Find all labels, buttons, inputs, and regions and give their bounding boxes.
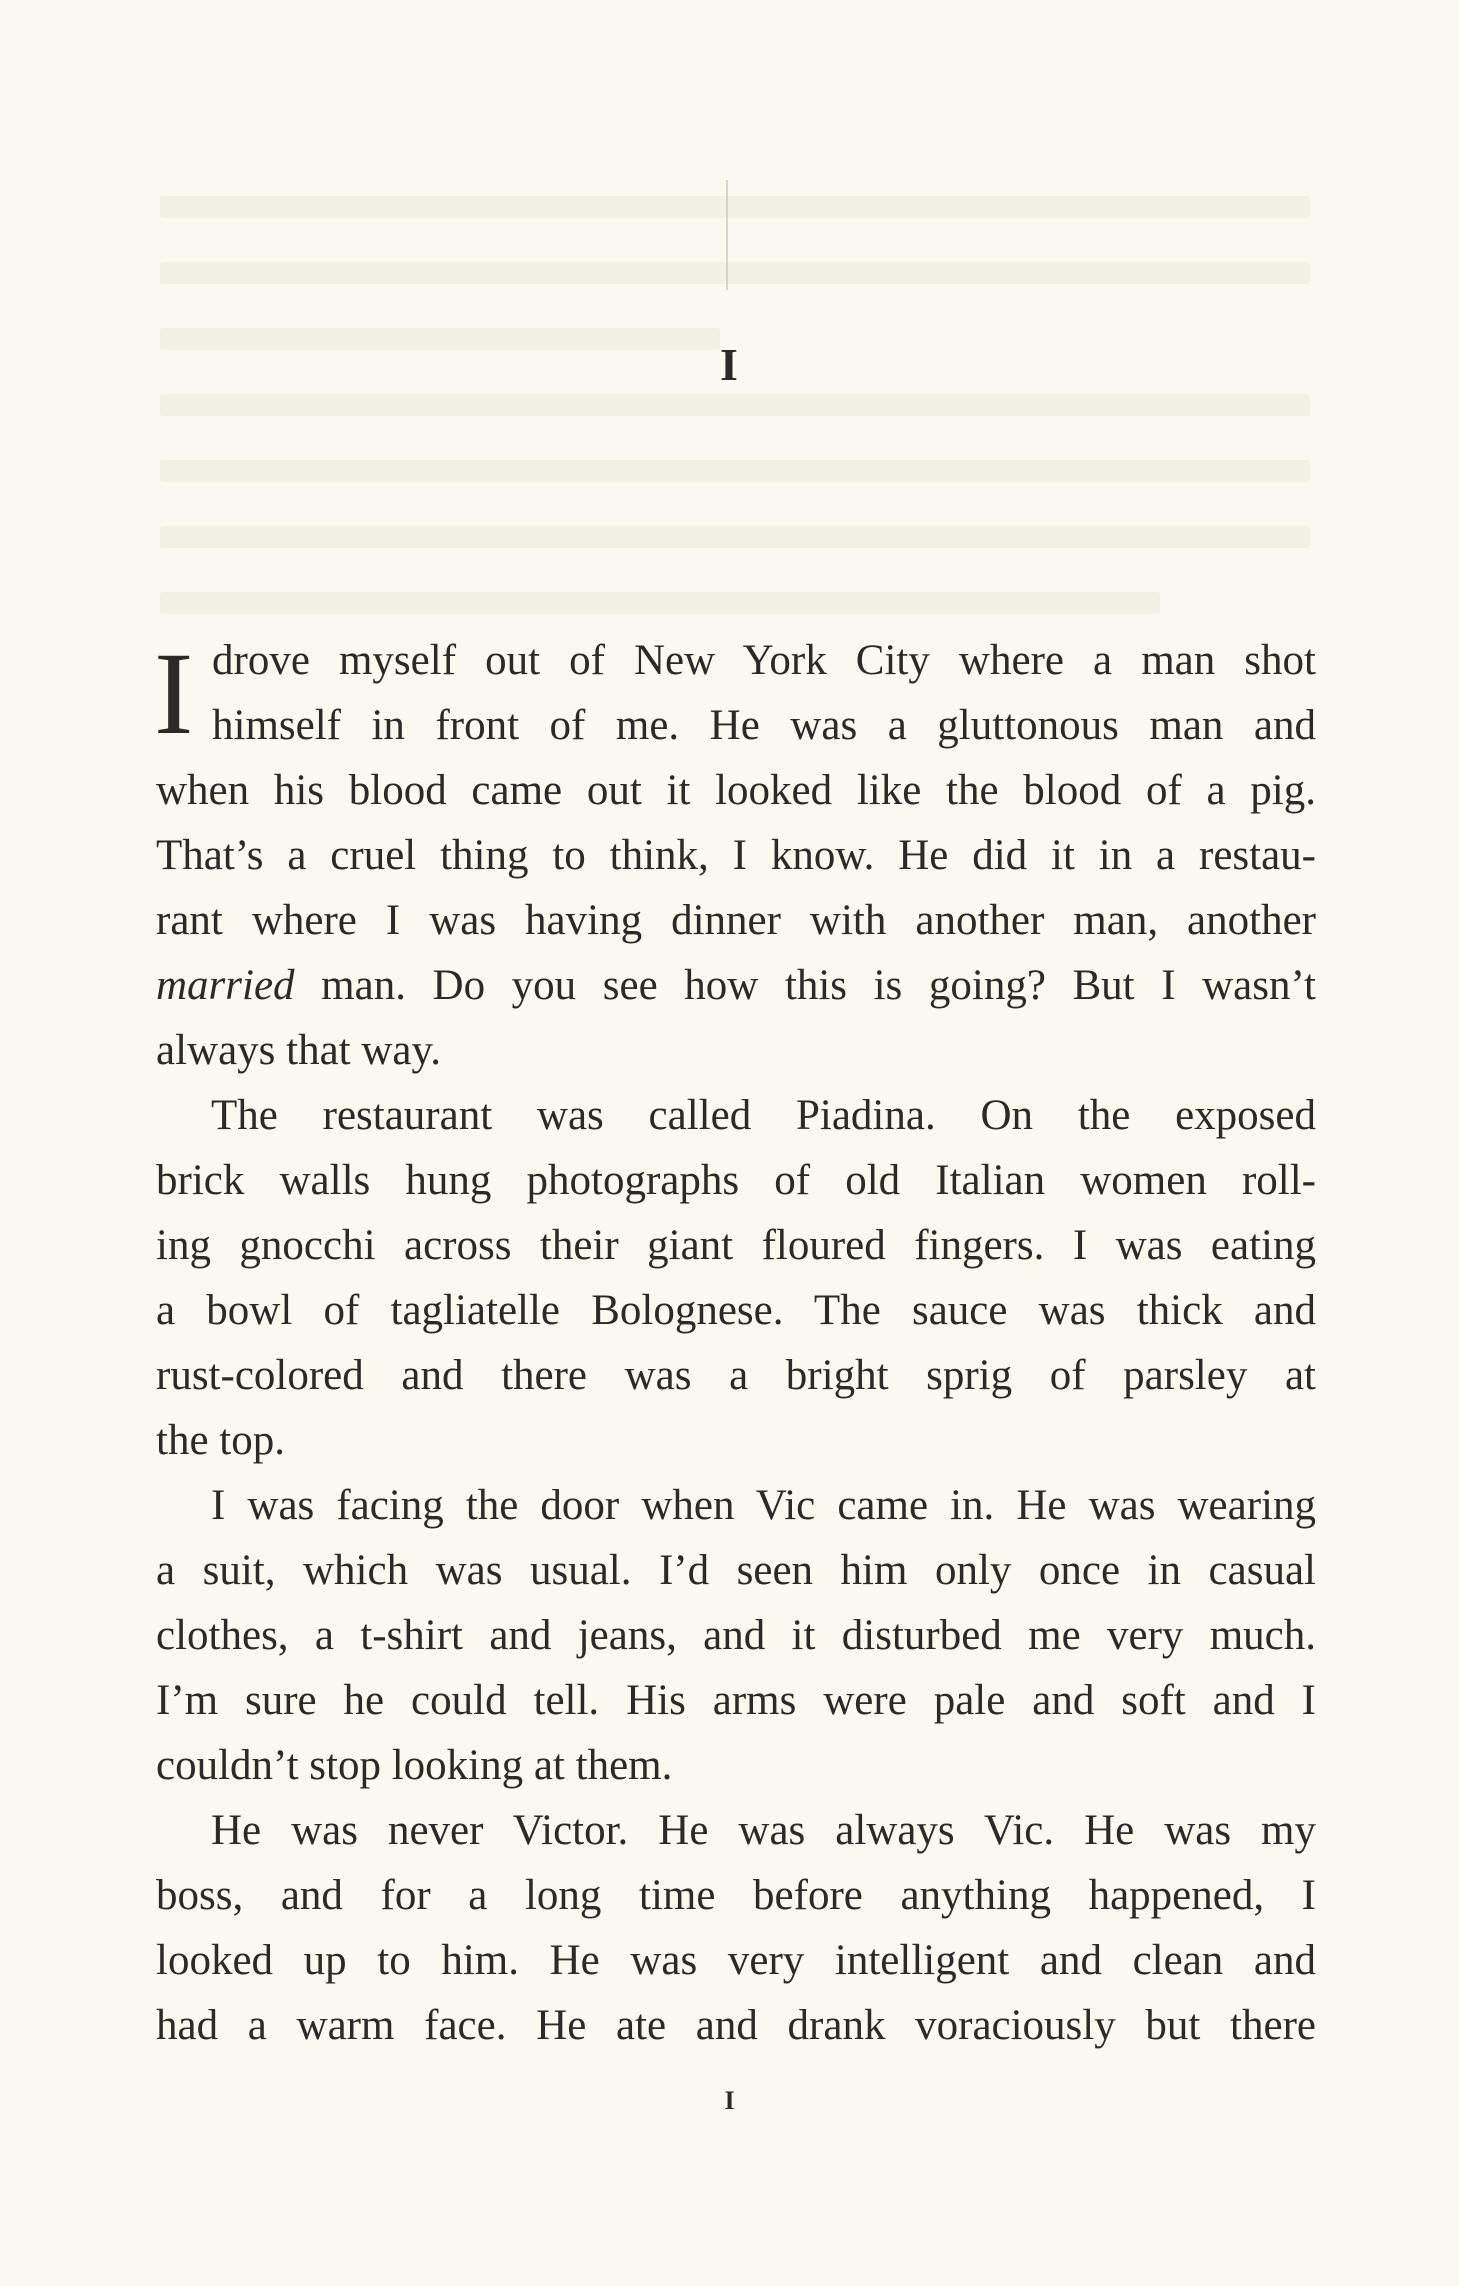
page-crease	[726, 180, 728, 290]
text-line: clothes, a t-shirt and jeans, and it disturbed me very much.	[156, 1612, 1316, 1659]
text-line: I was facing the door when Vic came in. He was wearing	[211, 1482, 1316, 1529]
text-line	[156, 693, 1316, 758]
text-line: couldn’t stop looking at them.	[156, 1742, 673, 1789]
line-text: drove myself out of New York City where a man shot	[212, 637, 1316, 684]
text-line: rant where I was having dinner with another man, another	[156, 897, 1316, 944]
chapter-number: I	[720, 339, 739, 390]
text-line: the top.	[156, 1417, 285, 1464]
paragraph-3	[156, 1473, 1316, 1798]
paragraph-4	[156, 1798, 1316, 2058]
emphasized-word: married	[156, 962, 295, 1009]
text-line: a suit, which was usual. I’d seen him only once in casual	[156, 1547, 1316, 1594]
text-line: brick walls hung photographs of old Italian women roll-	[156, 1157, 1316, 1204]
text-line: The restaurant was called Piadina. On the exposed	[211, 1092, 1316, 1139]
text-line: I’m sure he could tell. His arms were pale and soft and I	[156, 1677, 1316, 1724]
text-line: a bowl of tagliatelle Bolognese. The sauce was thick and	[156, 1287, 1316, 1334]
text-line: That’s a cruel thing to think, I know. He did it in a restau-	[156, 832, 1316, 879]
page-number: I	[724, 2086, 735, 2115]
line-text: himself in front of me. He was a gluttonous man and	[212, 702, 1316, 749]
text-line: looked up to him. He was very intelligent and clean and	[156, 1937, 1316, 1984]
chapter-body	[156, 628, 1316, 2058]
text-line: when his blood came out it looked like the blood of a pig.	[156, 767, 1316, 814]
text-line: ing gnocchi across their giant floured fingers. I was eating	[156, 1222, 1316, 1269]
text-line	[156, 953, 1316, 1018]
paragraph-1	[156, 628, 1316, 1083]
text-line: had a warm face. He ate and drank voraciously but there	[156, 2002, 1316, 2049]
line-text: man. Do you see how this is going? But I wasn’t	[321, 962, 1316, 1009]
paragraph-2	[156, 1083, 1316, 1473]
text-line: always that way.	[156, 1027, 441, 1074]
text-line: He was never Victor. He was always Vic. He was my	[211, 1807, 1316, 1854]
drop-cap: I	[154, 628, 194, 759]
text-line: rust-colored and there was a bright sprig of parsley at	[156, 1352, 1316, 1399]
text-line: boss, and for a long time before anything happened, I	[156, 1872, 1316, 1919]
